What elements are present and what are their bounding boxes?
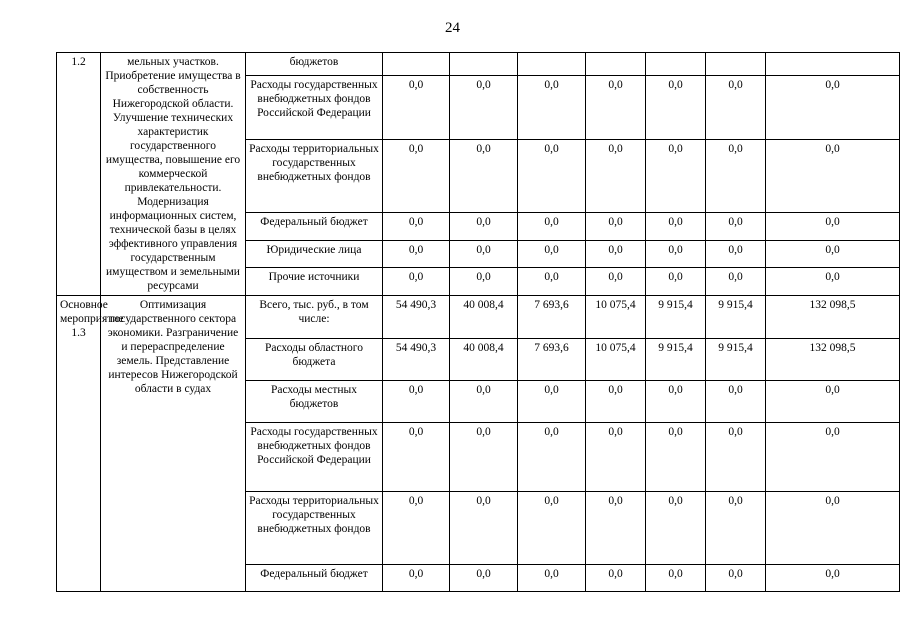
value-cell: 0,0 <box>450 212 518 240</box>
value-cell: 0,0 <box>383 240 450 268</box>
value-cell <box>646 53 706 76</box>
value-cell: 0,0 <box>450 140 518 213</box>
value-cell: 10 075,4 <box>586 296 646 339</box>
value-cell: 0,0 <box>518 212 586 240</box>
value-cell: 0,0 <box>586 140 646 213</box>
value-cell: 0,0 <box>450 565 518 592</box>
value-cell <box>706 53 766 76</box>
value-cell: 0,0 <box>706 212 766 240</box>
value-cell: 0,0 <box>586 381 646 423</box>
funding-source: Расходы территориальных государственных внебюджетных фондов <box>246 492 383 565</box>
value-cell: 0,0 <box>706 268 766 296</box>
value-cell: 9 915,4 <box>706 296 766 339</box>
value-cell: 54 490,3 <box>383 296 450 339</box>
value-cell <box>518 53 586 76</box>
value-cell: 0,0 <box>383 140 450 213</box>
value-total: 0,0 <box>766 75 900 140</box>
value-cell: 0,0 <box>706 75 766 140</box>
value-cell: 7 693,6 <box>518 339 586 381</box>
funding-source: Расходы территориальных государственных внебюджетных фондов <box>246 140 383 213</box>
value-cell: 0,0 <box>646 75 706 140</box>
value-cell: 0,0 <box>646 268 706 296</box>
value-cell: 0,0 <box>518 492 586 565</box>
value-total: 0,0 <box>766 140 900 213</box>
value-total <box>766 53 900 76</box>
funding-source: Расходы государственных внебюджетных фондов Российской Федерации <box>246 423 383 492</box>
value-total: 0,0 <box>766 268 900 296</box>
value-cell: 0,0 <box>518 565 586 592</box>
measure-code: Основное мероприятие 1.3 <box>57 296 101 592</box>
value-cell: 0,0 <box>450 75 518 140</box>
funding-source: Всего, тыс. руб., в том числе: <box>246 296 383 339</box>
value-total: 0,0 <box>766 423 900 492</box>
funding-source: Расходы местных бюджетов <box>246 381 383 423</box>
value-cell: 0,0 <box>518 75 586 140</box>
value-cell: 0,0 <box>383 75 450 140</box>
value-total: 0,0 <box>766 565 900 592</box>
value-cell: 0,0 <box>450 492 518 565</box>
value-cell: 9 915,4 <box>646 339 706 381</box>
value-cell: 0,0 <box>706 381 766 423</box>
funding-source: бюджетов <box>246 53 383 76</box>
value-cell <box>586 53 646 76</box>
value-cell: 40 008,4 <box>450 296 518 339</box>
value-cell: 7 693,6 <box>518 296 586 339</box>
value-cell: 0,0 <box>450 423 518 492</box>
value-cell: 0,0 <box>646 240 706 268</box>
value-cell: 0,0 <box>383 492 450 565</box>
funding-source: Юридические лица <box>246 240 383 268</box>
table-row <box>57 296 900 339</box>
value-cell: 0,0 <box>383 565 450 592</box>
value-total: 0,0 <box>766 240 900 268</box>
value-cell: 54 490,3 <box>383 339 450 381</box>
value-cell: 0,0 <box>383 423 450 492</box>
value-cell: 0,0 <box>586 75 646 140</box>
value-cell <box>383 53 450 76</box>
value-cell: 0,0 <box>706 423 766 492</box>
value-cell: 0,0 <box>646 212 706 240</box>
value-total: 132 098,5 <box>766 296 900 339</box>
value-cell: 0,0 <box>450 268 518 296</box>
value-cell: 0,0 <box>586 240 646 268</box>
value-cell: 40 008,4 <box>450 339 518 381</box>
value-cell: 0,0 <box>383 212 450 240</box>
budget-table <box>56 52 900 592</box>
value-cell: 0,0 <box>586 423 646 492</box>
value-cell: 9 915,4 <box>706 339 766 381</box>
value-cell: 0,0 <box>450 381 518 423</box>
value-cell: 0,0 <box>383 268 450 296</box>
value-cell: 9 915,4 <box>646 296 706 339</box>
value-cell: 0,0 <box>518 140 586 213</box>
funding-source: Прочие источники <box>246 268 383 296</box>
value-cell: 0,0 <box>646 423 706 492</box>
funding-source: Расходы государственных внебюджетных фондов Российской Федерации <box>246 75 383 140</box>
value-cell: 0,0 <box>586 268 646 296</box>
funding-source: Федеральный бюджет <box>246 212 383 240</box>
value-cell: 0,0 <box>586 565 646 592</box>
value-cell: 0,0 <box>706 240 766 268</box>
measure-code: 1.2 <box>57 53 101 296</box>
value-cell: 0,0 <box>646 140 706 213</box>
value-cell: 0,0 <box>646 565 706 592</box>
value-cell: 0,0 <box>383 381 450 423</box>
measure-description: Оптимизация государственного сектора экономики. Разграничение и перераспределение земель. Представление интересов Нижегородской области в судах <box>101 296 246 592</box>
value-cell: 0,0 <box>646 492 706 565</box>
value-cell: 0,0 <box>450 240 518 268</box>
value-cell <box>450 53 518 76</box>
value-total: 0,0 <box>766 492 900 565</box>
value-cell: 0,0 <box>518 381 586 423</box>
value-cell: 0,0 <box>706 140 766 213</box>
value-total: 132 098,5 <box>766 339 900 381</box>
value-cell: 0,0 <box>586 212 646 240</box>
value-cell: 0,0 <box>706 492 766 565</box>
value-total: 0,0 <box>766 381 900 423</box>
value-total: 0,0 <box>766 212 900 240</box>
page-number: 24 <box>445 20 460 36</box>
value-cell: 0,0 <box>706 565 766 592</box>
value-cell: 10 075,4 <box>586 339 646 381</box>
value-cell: 0,0 <box>586 492 646 565</box>
measure-description: мельных участков. Приобретение имущества в собственность Нижегородской области. Улучшение технических характеристик государственного имущества, повышение его коммерческой привлекательности. Модернизация информационных систем, технической базы в целях эффективного управления государственным имуществом и земельными ресурсами <box>101 53 246 296</box>
value-cell: 0,0 <box>518 423 586 492</box>
value-cell: 0,0 <box>646 381 706 423</box>
funding-source: Федеральный бюджет <box>246 565 383 592</box>
funding-source: Расходы областного бюджета <box>246 339 383 381</box>
value-cell: 0,0 <box>518 268 586 296</box>
table-row <box>57 53 900 76</box>
value-cell: 0,0 <box>518 240 586 268</box>
